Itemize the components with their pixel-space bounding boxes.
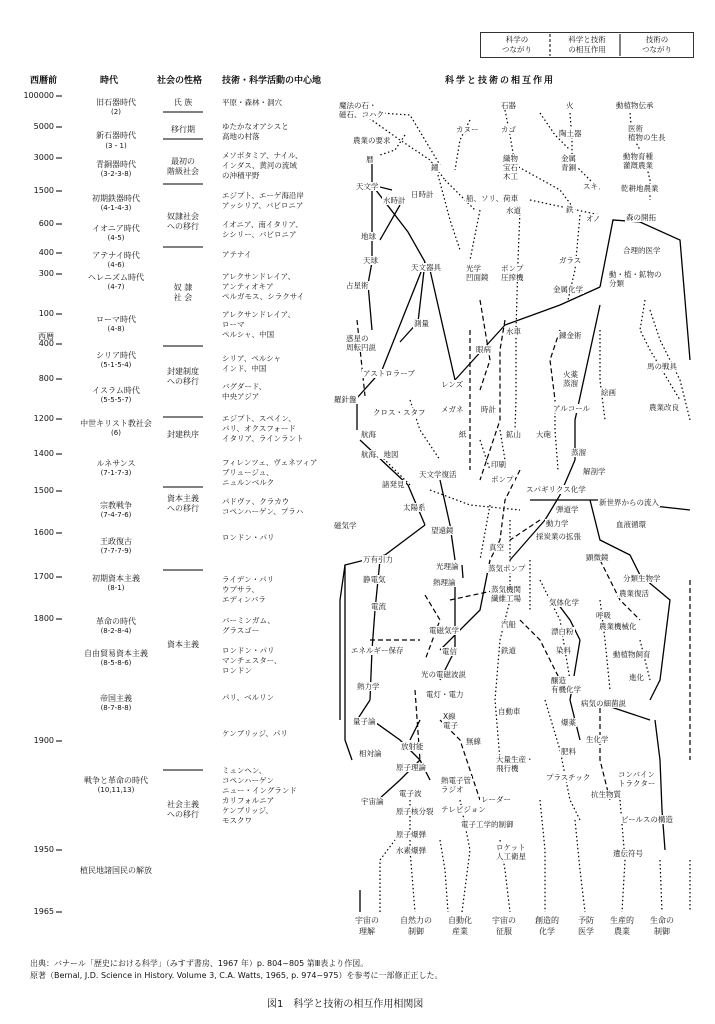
diagram-node: 電灯・電力 — [426, 690, 464, 699]
diagram-node: 爆薬 — [561, 718, 576, 727]
society-label: 資本主義 — [167, 640, 199, 649]
diagram-node: オノ — [586, 214, 601, 223]
society-label: 資本主義 への移行 — [167, 494, 199, 513]
year-label-ad: 1700 — [33, 572, 54, 581]
diagram-node: プラスチック — [546, 773, 591, 782]
diagram-node: メガネ — [441, 405, 464, 414]
diagram-node: 農業復活 — [619, 589, 649, 598]
diagram-node: 病気の細菌説 — [581, 699, 626, 708]
outcome-label: 自動化 産業 — [448, 916, 472, 936]
center-label: ミュンヘン、 コペンハーゲン ニュー・イングランド カリフォルニア ケンブリッジ、 モスクワ — [222, 766, 297, 825]
diagram-node: 動植物飼育 — [613, 650, 651, 659]
diagram-node: 光の電磁波説 — [421, 670, 466, 679]
diagram-node: 太陽系 — [403, 503, 426, 512]
diagram-node: 動植物伝承 — [616, 101, 654, 110]
society-label: 封建制度 への移行 — [167, 367, 199, 386]
diagram-node: 惑星の 周転円説 — [346, 334, 376, 352]
diagram-node: 陶土器 — [559, 129, 582, 138]
diagram-node: 魔法の石・ 磁石、コハク — [339, 101, 384, 119]
diagram-node: カゴ — [501, 125, 516, 134]
year-label-bc: 5000 — [33, 122, 54, 131]
diagram-node: 金属化学 — [553, 285, 583, 294]
year-label-bc: 600 — [38, 219, 54, 228]
center-label: イオニア、南イタリア、 シシリー、バビロニア — [222, 220, 303, 239]
diagram-node: 熱電子管 ラジオ — [441, 776, 471, 794]
diagram-node: ポンプ — [491, 475, 514, 484]
diagram-node: 無線 — [466, 737, 481, 746]
era-label: 自由貿易資本主義 (8-5-8-6) — [84, 649, 148, 667]
diagram-node: 医術 植物の生長 — [628, 124, 666, 142]
outcome-label: 予防 医学 — [578, 916, 594, 936]
year-label-ad: 1950 — [33, 845, 54, 854]
diagram-node: 動力学 — [546, 519, 569, 528]
year-label-ad: 1200 — [33, 414, 54, 423]
year-label-ad: 800 — [38, 374, 54, 383]
era-label: 青銅器時代 (3-2-3-8) — [96, 160, 136, 178]
diagram-node: 原子爆弾 — [396, 830, 426, 839]
center-label: ロンドン・パリ マンチェスター、 ロンドン — [222, 646, 282, 675]
center-label: バーミンガム、 グラスゴー — [222, 616, 275, 635]
center-label: エジプト、エーゲ海沿岸 アッシリア、バビロニア — [222, 191, 304, 210]
era-label: 帝国主義 (8-7-8-8) — [100, 694, 132, 712]
diagram-node: 測量 — [414, 319, 429, 328]
diagram-node: 血液循環 — [616, 520, 646, 529]
diagram-node: 眼病 — [476, 345, 491, 354]
center-label: バグダード、 中央アジア — [222, 382, 267, 401]
diagram-node: 望遠鏡 — [431, 526, 454, 535]
diagram-node: 乾耕地農業 — [621, 184, 659, 193]
diagram-node: 錬金術 — [559, 331, 582, 340]
society-label: 奴隷社会 への移行 — [167, 212, 199, 231]
era-label: 旧石器時代 (2) — [96, 98, 136, 116]
diagram-node: ビールスの構造 — [621, 815, 673, 824]
diagram-node: 馬の戦具 — [647, 362, 677, 371]
diagram-node: 農業の要求 — [353, 136, 391, 145]
center-label: ケンブリッジ、パリ — [222, 729, 288, 738]
diagram-node: 鉄道 — [501, 646, 516, 655]
diagram-node: 蒸気ポンプ — [488, 564, 526, 573]
year-label-bc: 1500 — [33, 186, 54, 195]
diagram-node: 鉱山 — [506, 430, 521, 439]
society-label: 封建秩序 — [167, 430, 199, 439]
diagram-node: 大砲 — [536, 430, 551, 439]
diagram-node: 航海 — [361, 430, 376, 439]
diagram-node: 天文学 — [356, 182, 379, 191]
diagram-node: クロス・スタフ — [373, 408, 426, 417]
era-label: 初期鉄器時代 (4-1-4-3) — [92, 194, 140, 212]
year-label-ad: 1500 — [33, 486, 54, 495]
era-label: 初期資本主義 (8-1) — [92, 574, 140, 592]
diagram-node: 時計 — [481, 405, 496, 414]
diagram-node: 船、ソリ、荷車 — [466, 194, 519, 203]
era-label: ローマ時代 (4-8) — [96, 315, 136, 333]
center-label: 平原・森林・洞穴 — [222, 98, 282, 107]
year-label-ad: 1400 — [33, 449, 54, 458]
diagram-node: アルコール — [553, 404, 591, 413]
society-label: 最初の 階級社会 — [167, 157, 199, 176]
diagram-node: 電磁気学 — [429, 626, 459, 635]
era-label: 宗教戦争 (7-4-7-6) — [100, 501, 132, 519]
header-interaction: 科学と技術の相互作用 — [445, 76, 556, 86]
diagram-node: 静電気 — [363, 575, 386, 584]
society-label: 社会主義 への移行 — [167, 800, 199, 819]
diagram-node: 動・植・鉱物の 分類 — [609, 270, 662, 288]
center-label: ゆたかなオアシスと 高地の村落 — [222, 122, 289, 141]
diagram-node: X線 電子 — [443, 712, 458, 730]
diagram-node: 天球 — [363, 256, 378, 265]
diagram-node: 火薬 蒸溜 — [563, 370, 578, 388]
diagram-node: ロケット 人工衛星 — [496, 843, 526, 861]
diagram-node: 磁気学 — [334, 521, 357, 530]
diagram-node: 森の開拓 — [626, 213, 656, 222]
diagram-node: 気体化学 — [549, 598, 579, 607]
diagram-node: 抗生物質 — [591, 790, 621, 799]
diagram-node: コンバイン トラクター — [618, 770, 656, 788]
diagram-node: 紙 — [459, 430, 467, 439]
diagram-node: 原子核分裂 — [396, 807, 434, 816]
diagram-node: レンズ — [441, 380, 464, 389]
diagram-node: 真空 — [489, 543, 504, 552]
era-label: イオニア時代 (4-5) — [92, 224, 140, 242]
header-bc: 西暦前 — [30, 76, 58, 86]
center-label: アテナイ — [222, 250, 252, 259]
diagram-node: エネルギー保存 — [351, 646, 404, 655]
era-label: 中世キリスト教社会 (6) — [80, 419, 152, 437]
outcome-label: 生命の 制御 — [650, 916, 674, 936]
diagram-node: テレビジョン — [441, 805, 486, 814]
diagram-node: 鉄 — [566, 205, 574, 214]
diagram-node: 大量生産・ 飛行機 — [496, 755, 534, 773]
legend-interaction-links: 科学と技術 の相互作用 — [568, 35, 606, 54]
year-label-bc: 3000 — [33, 153, 54, 162]
diagram-node: 火 — [566, 101, 574, 110]
center-label: ライデン・パリ ウプサラ、 エディンバラ — [222, 575, 275, 604]
diagram-node: 航海、地図 — [361, 450, 399, 459]
header-society: 社会の性格 — [157, 76, 203, 86]
diagram-node: 弾道学 — [556, 505, 579, 514]
diagram-node: 天文器具 — [411, 263, 441, 272]
diagram-node: 水素爆弾 — [396, 846, 426, 855]
diagram-node: 熱理論 — [433, 578, 456, 587]
diagram-node: スキ — [583, 182, 598, 191]
year-label-ad: 1800 — [33, 614, 54, 623]
diagram-node: 分類生物学 — [623, 574, 661, 583]
diagram-node: 鐘 — [431, 163, 439, 172]
diagram-node: 諸発見 — [382, 480, 405, 489]
diagram-node: 合理的医学 — [623, 246, 661, 255]
diagram-node: 水車 — [506, 327, 521, 336]
header-ad: 西暦 — [38, 332, 54, 341]
diagram-node: 占星術 — [346, 281, 369, 290]
center-label: ロンドン・パリ — [222, 533, 275, 542]
center-label: エジプト、スペイン、 パリ、オクスフォード イタリア、ラインラント — [222, 414, 304, 443]
diagram-node: 電子工学的制御 — [461, 820, 514, 829]
diagram-node: 農業機械化 — [599, 622, 637, 631]
center-label: シリア、ペルシャ インド、中国 — [222, 354, 282, 373]
diagram-node: 動物育種 灌漑農業 — [623, 152, 653, 170]
diagram-node: 進化 — [629, 673, 644, 682]
society-label: 移行期 — [171, 125, 195, 134]
diagram-node: 生化学 — [586, 735, 609, 744]
header-era: 時代 — [100, 76, 119, 86]
outcome-label: 宇宙の 理解 — [355, 916, 379, 936]
diagram-node: 宇宙論 — [361, 797, 384, 806]
center-label: フィレンツェ、ヴェネツィア ブリュージュ、 ニュルンベルク — [222, 458, 318, 487]
diagram-node: 染料 — [556, 646, 571, 655]
center-label: アレクサンドレイア、 アンティオキア ペルガモス、シラクサイ — [222, 272, 305, 301]
diagram-node: 石器 — [501, 101, 516, 110]
diagram-node: 放射能 — [401, 742, 424, 751]
year-label-ad: 1965 — [33, 907, 54, 916]
diagram-node: 遺伝符号 — [613, 849, 643, 858]
era-label: 王政復古 (7-7-7-9) — [100, 537, 132, 555]
era-label: アテナイ時代 (4-6) — [92, 251, 140, 269]
diagram-node: 醸造 有機化学 — [551, 676, 581, 694]
year-label-ad: 400 — [38, 339, 54, 348]
diagram-node: 採炭業の拡張 — [536, 532, 581, 541]
era-label: 植民地諸国民の解放 — [80, 866, 152, 875]
era-label: 革命の時代 (8-2-8-4) — [96, 617, 136, 635]
diagram-node: ポンプ 圧搾機 — [501, 264, 524, 282]
era-label: ヘレニズム時代 (4-7) — [88, 273, 144, 291]
diagram-node: 電子波 — [399, 789, 422, 798]
diagram-node: 原子理論 — [396, 763, 426, 772]
center-label: アレクサンドレイア、 ローマ ペルシャ、中国 — [222, 310, 295, 339]
diagram-node: 天文学復活 — [419, 470, 457, 479]
year-label-bc: 300 — [38, 269, 54, 278]
diagram-node: 量子論 — [353, 717, 376, 726]
legend-technology-links: 技術の つながり — [642, 35, 672, 54]
outcome-label: 自然力の 制御 — [400, 916, 432, 936]
diagram-node: 光学 凹面鏡 — [466, 264, 489, 282]
diagram-node: 相対論 — [359, 749, 382, 758]
outcome-label: 創造的 化学 — [535, 916, 559, 936]
diagram-node: 蒸溜 — [571, 448, 586, 457]
diagram-node: 新世界からの流入 — [599, 498, 659, 507]
source-line-2: 原著（Bernal, J.D. Science in History. Volume 3, C.A. Watts, 1965, p. 974~975）を参考に一部修正正した。 — [30, 971, 443, 980]
society-label: 氏 族 — [173, 98, 193, 107]
header-center: 技術・科学活動の中心地 — [222, 76, 322, 86]
diagram-node: 織物 宝石 木工 — [503, 154, 518, 181]
era-label: イスラム時代 (5-5-5-7) — [92, 386, 140, 404]
center-label: メソポタミア、ナイル、 インダス、黄河の流域 の沖積平野 — [222, 151, 303, 180]
diagram-node: 自動車 — [498, 707, 521, 716]
year-label-bc: 400 — [38, 248, 54, 257]
diagram-node: 熱力学 — [357, 682, 380, 691]
era-label: ルネサンス (7-1-7-3) — [96, 459, 136, 477]
diagram-node: 金属 青銅 — [561, 154, 576, 172]
outcome-label: 宇宙の 征服 — [492, 916, 516, 936]
diagram-node: 漂白粉 — [551, 627, 574, 636]
diagram-node: アストロラーブ — [363, 369, 415, 378]
diagram-node: 万有引力 — [363, 555, 393, 564]
diagram-node: 蒸気機関 繊維工場 — [491, 585, 521, 603]
year-label-ad: 1600 — [33, 528, 54, 537]
era-label: シリア時代 (5-1-5-4) — [96, 351, 136, 369]
diagram-node: ガラス — [559, 256, 582, 265]
year-label-bc: 100 — [38, 309, 54, 318]
society-label: 奴 隷 社 会 — [173, 283, 193, 302]
diagram-node: 電信 — [442, 647, 457, 656]
diagram-node: 農業改良 — [649, 403, 679, 412]
center-label: パドヴァ、クラカウ コペンハーゲン、プラハ — [222, 497, 304, 516]
diagram-node: 羅針盤 — [334, 395, 357, 404]
year-label-ad: 1900 — [33, 736, 54, 745]
diagram-node: スパギリクス化学 — [526, 485, 586, 494]
diagram-node: 絵画 — [601, 388, 616, 397]
legend-science-links: 科学の つながり — [502, 35, 532, 54]
diagram-node: 日時計 — [411, 190, 434, 199]
diagram-node: 肥料 — [561, 747, 576, 756]
diagram-node: 電流 — [371, 602, 386, 611]
diagram-node: カヌー — [456, 125, 479, 134]
center-label: パリ、ベルリン — [222, 693, 275, 702]
era-label: 新石器時代 (3・1) — [96, 131, 136, 150]
era-label: 戦争と革命の時代 (10,11,13) — [84, 776, 148, 794]
diagram-node: 顕微鏡 — [586, 553, 609, 562]
source-line-1: 出典：バナール「歴史における科学」（みすず書房、1967 年）p. 804~805 第Ⅲ表より作図。 — [30, 959, 369, 968]
diagram-node: 汽船 — [501, 620, 516, 629]
year-label-bc: 100000 — [23, 91, 54, 100]
diagram-node: レーダー — [481, 795, 511, 804]
outcome-label: 生産的 農業 — [610, 916, 634, 936]
diagram-node: 光理論 — [436, 562, 459, 571]
diagram-node: 暦 — [366, 155, 374, 164]
diagram-node: 水時計 — [383, 196, 406, 205]
figure-caption: 図1 科学と技術の相互作用相関図 — [267, 999, 424, 1010]
diagram-node: 解剖学 — [583, 467, 606, 476]
diagram-node: 水道 — [506, 206, 521, 215]
diagram-node: 印刷 — [491, 460, 506, 469]
diagram-node: 地球 — [361, 232, 376, 241]
diagram-node: 呼吸 — [596, 611, 611, 620]
